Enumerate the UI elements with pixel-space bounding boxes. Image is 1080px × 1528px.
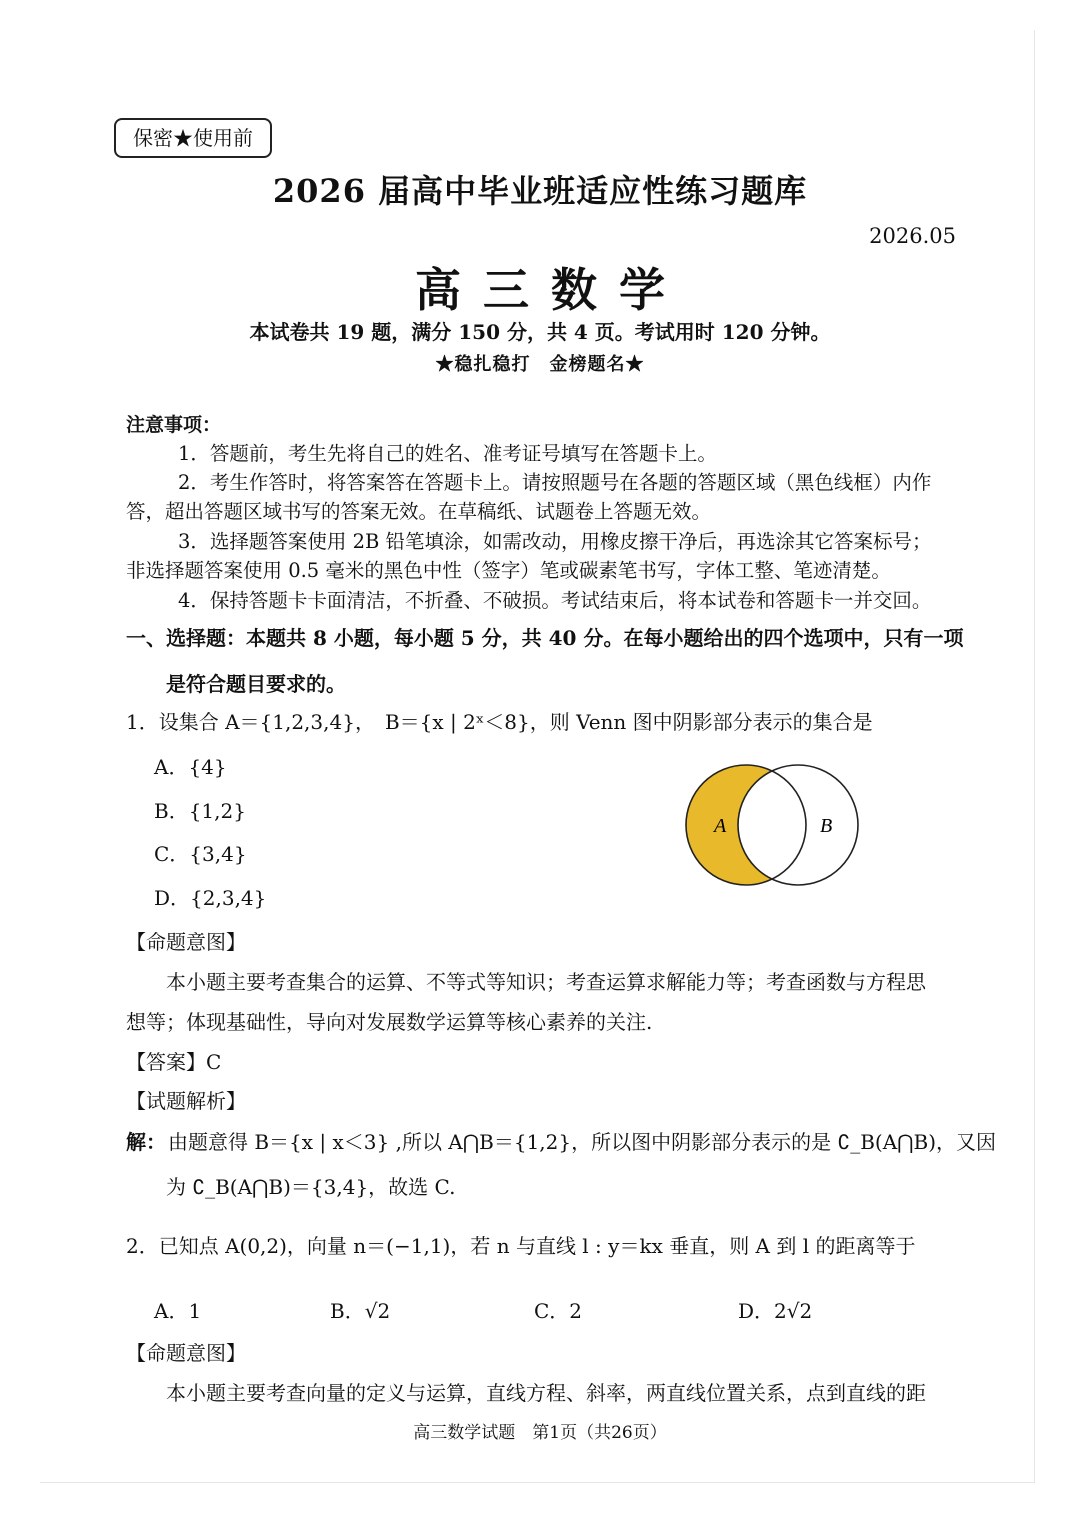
motto: ★稳扎稳打 金榜题名★ (435, 354, 645, 375)
note-item: 4．保持答题卡卡面清洁，不折叠、不破损。考试结束后，将本试卷和答题卡一并交回。 (178, 589, 932, 612)
venn-label-b: B (820, 815, 833, 837)
subject-title: 高三数学 (415, 263, 687, 317)
note-item: 3．选择题答案使用 2B 铅笔填涂，如需改动，用橡皮擦干净后，再选涂其它答案标号； (178, 530, 932, 553)
q2-option-b: B．√2 (330, 1299, 391, 1323)
venn-diagram (680, 760, 870, 890)
q1-option-d: D．{2,3,4} (154, 886, 267, 910)
q1-solution-line: 由题意得 B＝{x | x＜3} ,所以 A⋂B＝{1,2}，所以图中阴影部分表示的是 ∁_B(A⋂B)，又因 (168, 1130, 997, 1154)
q2-stem: 2．已知点 A(0,2)，向量 n＝(−1,1)，若 n 与直线 l : y＝kx 垂直，则 A 到 l 的距离等于 (126, 1234, 916, 1258)
notes-title: 注意事项： (126, 414, 222, 436)
venn-label-a: A (714, 815, 727, 837)
q2-intent-line: 本小题主要考查向量的定义与运算，直线方程、斜率，两直线位置关系，点到直线的距 (166, 1381, 926, 1405)
q1-solution-line: 为 ∁_B(A⋂B)＝{3,4}，故选 C. (166, 1175, 456, 1199)
q2-option-d: D．2√2 (738, 1299, 813, 1323)
exam-info: 本试卷共 19 题，满分 150 分，共 4 页。考试用时 120 分钟。 (249, 320, 831, 344)
q1-answer: 【答案】C (126, 1050, 222, 1074)
q1-intent-tag: 【命题意图】 (126, 930, 246, 954)
q2-option-c: C．2 (534, 1299, 583, 1323)
q1-solution-label: 解： (126, 1130, 166, 1154)
q1-intent-line: 本小题主要考查集合的运算、不等式等知识；考查运算求解能力等；考查函数与方程思 (166, 970, 926, 994)
confidential-stamp: 保密★使用前 (114, 118, 272, 158)
q2-intent-tag: 【命题意图】 (126, 1341, 246, 1365)
note-item: 2．考生作答时，将答案答在答题卡上。请按照题号在各题的答题区域（黑色线框）内作 (178, 471, 932, 494)
section-title-cont: 是符合题目要求的。 (166, 672, 346, 696)
q1-intent-line: 想等；体现基础性，导向对发展数学运算等核心素养的关注. (126, 1010, 653, 1034)
note-item: 1．答题前，考生先将自己的姓名、准考证号填写在答题卡上。 (178, 442, 717, 465)
q1-option-a: A．{4} (154, 755, 227, 779)
note-item: 非选择题答案使用 0.5 毫米的黑色中性（签字）笔或碳素笔书写，字体工整、笔迹清楚。 (126, 559, 891, 582)
exam-title: 2026 届高中毕业班适应性练习题库 (272, 172, 808, 210)
q1-option-b: B．{1,2} (154, 799, 246, 823)
q1-option-c: C．{3,4} (154, 842, 247, 866)
q1-analysis-tag: 【试题解析】 (126, 1089, 246, 1113)
section-title: 一、选择题：本题共 8 小题，每小题 5 分，共 40 分。在每小题给出的四个选项中，只有一项 (126, 626, 964, 650)
note-item: 答，超出答题区域书写的答案无效。在草稿纸、试题卷上答题无效。 (126, 500, 712, 523)
q1-stem: 1．设集合 A＝{1,2,3,4}， B＝{x | 2ˣ＜8}，则 Venn 图中阴影部分表示的集合是 (126, 710, 873, 734)
page-footer: 高三数学试题 第1页（共26页） (413, 1423, 667, 1443)
exam-date: 2026.05 (869, 224, 956, 248)
q2-option-a: A．1 (154, 1299, 202, 1323)
